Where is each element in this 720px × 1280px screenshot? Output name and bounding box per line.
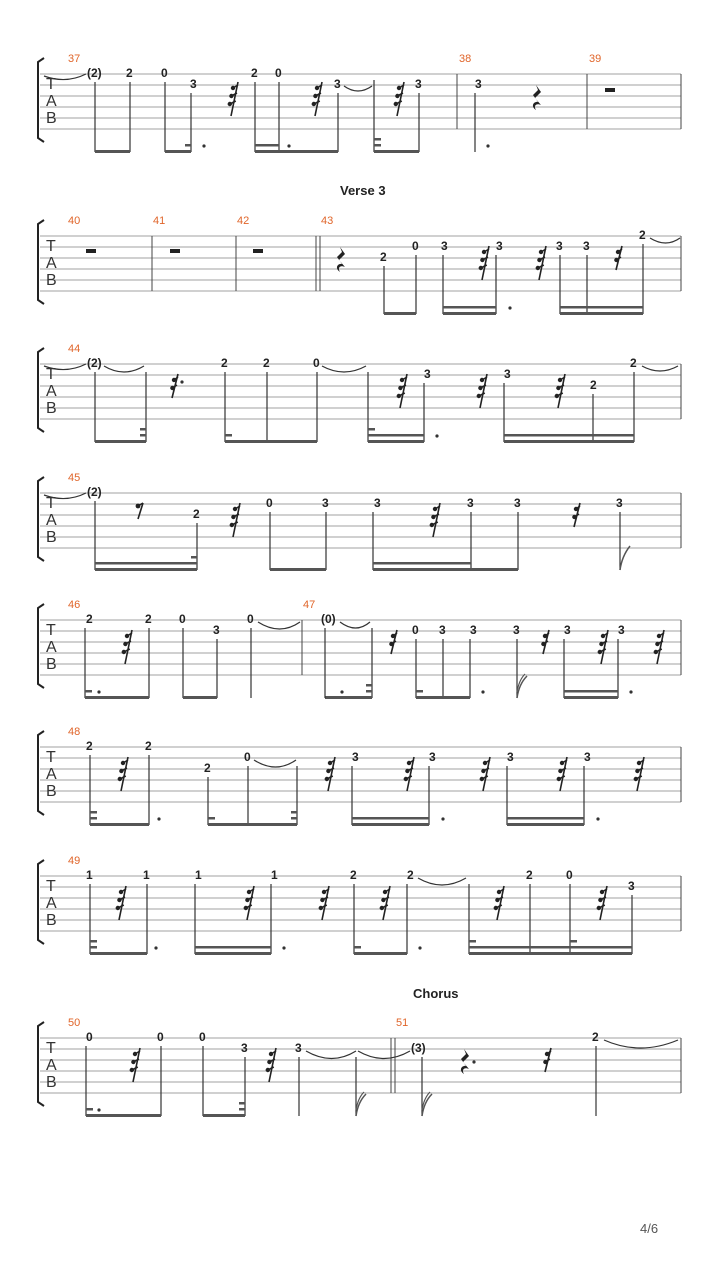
tab-clef-b: B: [46, 529, 57, 546]
bar-number: 50: [68, 1017, 81, 1029]
fret-number: 2: [590, 378, 597, 392]
fret-number: 0: [179, 612, 186, 626]
bar-number: 46: [68, 599, 81, 611]
fret-number: 1: [143, 868, 150, 882]
bar-number: 38: [459, 53, 472, 65]
fret-number: 3: [507, 750, 514, 764]
fret-number: (2): [87, 66, 102, 80]
barlines: [457, 74, 681, 129]
tab-system-2: [38, 215, 681, 315]
fret-number: 3: [628, 879, 635, 893]
staff-lines: [40, 364, 681, 419]
tab-clef-b: B: [46, 783, 57, 800]
fret-number: 3: [584, 750, 591, 764]
fret-number: (3): [411, 1041, 426, 1055]
staff-lines: [40, 620, 681, 675]
tab-system-6: [38, 726, 681, 826]
rest-32nd: [380, 886, 390, 920]
bar-number: 39: [589, 53, 602, 65]
tab-clef-a: A: [46, 766, 57, 783]
tab-clef-t: T: [46, 1040, 56, 1057]
rest-32nd: [228, 82, 238, 116]
bar-number: 41: [153, 215, 166, 227]
tab-clef-b: B: [46, 110, 57, 127]
fret-number: 3: [439, 623, 446, 637]
rest-32nd: [494, 886, 504, 920]
fret-number: 2: [630, 356, 637, 370]
fret-number: 3: [618, 623, 625, 637]
rest-32nd: [312, 82, 322, 116]
rest-quarter: [533, 85, 541, 110]
tab-clef-t: T: [46, 238, 56, 255]
fret-number: 2: [251, 66, 258, 80]
fret-number: 2: [221, 356, 228, 370]
fret-number: 0: [161, 66, 168, 80]
tab-clef-b: B: [46, 656, 57, 673]
fret-number: 3: [616, 496, 623, 510]
fret-number: 0: [412, 239, 419, 253]
tab-system-5: [38, 599, 681, 699]
section-label: Chorus: [413, 986, 459, 1001]
rest-quarter: [461, 1049, 469, 1074]
rest-half: [170, 249, 180, 253]
tab-clef-t: T: [46, 749, 56, 766]
tab-clef-b: B: [46, 912, 57, 929]
fret-number: 3: [295, 1041, 302, 1055]
fret-number: (2): [87, 485, 102, 499]
bar-number: 45: [68, 472, 81, 484]
fret-number: (2): [87, 356, 102, 370]
rest-32nd: [230, 503, 240, 537]
fret-number: 2: [263, 356, 270, 370]
fret-number: 0: [199, 1030, 206, 1044]
tab-system-8: [38, 1017, 681, 1117]
rest-32nd: [480, 757, 490, 791]
fret-number: 3: [564, 623, 571, 637]
tab-clef-t: T: [46, 495, 56, 512]
rest-32nd: [116, 886, 126, 920]
rest-32nd: [477, 374, 487, 408]
fret-number: 2: [86, 612, 93, 626]
fret-number: 2: [145, 612, 152, 626]
fret-number: 2: [145, 739, 152, 753]
rest-32nd: [479, 246, 489, 280]
fret-number: 3: [470, 623, 477, 637]
bar-number: 42: [237, 215, 250, 227]
dots: [202, 144, 489, 147]
fret-number: (0): [321, 612, 336, 626]
rest-half: [86, 249, 96, 253]
tab-clef-a: A: [46, 895, 57, 912]
tab-clef-a: A: [46, 255, 57, 272]
ties: [254, 760, 296, 767]
tab-clef-a: A: [46, 639, 57, 656]
stems-and-beams: [95, 501, 630, 571]
fret-number: 3: [556, 239, 563, 253]
dots: [97, 1060, 475, 1111]
tab-clef-a: A: [46, 1057, 57, 1074]
rest-32nd: [122, 630, 132, 664]
staff-lines: [40, 74, 681, 129]
staff-lines: [40, 493, 681, 548]
rest-32nd: [118, 757, 128, 791]
tab-clef-a: A: [46, 383, 57, 400]
fret-number: 2: [639, 228, 646, 242]
fret-number: 2: [407, 868, 414, 882]
fret-number: 3: [429, 750, 436, 764]
fret-number: 0: [157, 1030, 164, 1044]
ties: [258, 622, 370, 629]
tab-system-7: [38, 855, 681, 955]
fret-number: 0: [266, 496, 273, 510]
fret-number: 1: [195, 868, 202, 882]
fret-number: 3: [374, 496, 381, 510]
fret-number: 3: [322, 496, 329, 510]
rest-32nd: [555, 374, 565, 408]
fret-number: 3: [441, 239, 448, 253]
fret-number: 0: [412, 623, 419, 637]
tab-clef-b: B: [46, 272, 57, 289]
fret-number: 3: [504, 367, 511, 381]
ties: [44, 364, 678, 372]
fret-number: 2: [380, 250, 387, 264]
rest-32nd: [244, 886, 254, 920]
staff-lines: [40, 876, 681, 931]
dots: [508, 306, 511, 309]
tab-clef-a: A: [46, 93, 57, 110]
fret-number: 3: [513, 623, 520, 637]
bar-number: 40: [68, 215, 81, 227]
dots: [97, 690, 632, 693]
fret-number: 2: [204, 761, 211, 775]
rest-32nd: [557, 757, 567, 791]
fret-number: 3: [415, 77, 422, 91]
bar-number: 48: [68, 726, 81, 738]
fret-number: 1: [271, 868, 278, 882]
rest-half: [605, 88, 615, 92]
bar-number: 44: [68, 343, 81, 355]
tab-clef-t: T: [46, 878, 56, 895]
rest-half: [253, 249, 263, 253]
fret-number: 3: [467, 496, 474, 510]
tab-system-1: [38, 53, 681, 153]
rest-32nd: [266, 1048, 276, 1082]
fret-number: 0: [86, 1030, 93, 1044]
page-number: 4/6: [640, 1221, 659, 1236]
rest-32nd: [597, 886, 607, 920]
rest-quarter: [337, 247, 345, 272]
fret-number: 3: [334, 77, 341, 91]
fret-number: 3: [241, 1041, 248, 1055]
tab-clef-a: A: [46, 512, 57, 529]
fret-number: 3: [213, 623, 220, 637]
rest-32nd: [325, 757, 335, 791]
fret-number: 3: [352, 750, 359, 764]
tab-clef-t: T: [46, 366, 56, 383]
fret-number: 2: [526, 868, 533, 882]
bar-number: 47: [303, 599, 316, 611]
fret-number: 2: [350, 868, 357, 882]
fret-number: 3: [424, 367, 431, 381]
fret-number: 1: [86, 868, 93, 882]
fret-number: 0: [566, 868, 573, 882]
fret-number: 2: [126, 66, 133, 80]
rest-32nd: [598, 630, 608, 664]
fret-number: 0: [313, 356, 320, 370]
fret-number: 0: [247, 612, 254, 626]
fret-number: 2: [193, 507, 200, 521]
rest-32nd: [430, 503, 440, 537]
bar-number: 49: [68, 855, 81, 867]
tab-clef-t: T: [46, 622, 56, 639]
fret-number: 3: [190, 77, 197, 91]
rest-32nd: [394, 82, 404, 116]
tab-system-4: [38, 472, 681, 571]
bar-number: 37: [68, 53, 81, 65]
fret-number: 0: [275, 66, 282, 80]
ties: [650, 238, 680, 243]
fret-number: 3: [583, 239, 590, 253]
rest-32nd: [319, 886, 329, 920]
fret-number: 3: [475, 77, 482, 91]
fret-number: 3: [496, 239, 503, 253]
bar-number: 43: [321, 215, 334, 227]
rest-32nd: [654, 630, 664, 664]
rest-32nd: [397, 374, 407, 408]
rest-32nd: [634, 757, 644, 791]
fret-number: 0: [244, 750, 251, 764]
ties: [418, 878, 466, 885]
tab-clef-t: T: [46, 76, 56, 93]
barlines: [391, 1038, 681, 1093]
fret-number: 2: [86, 739, 93, 753]
bar-number: 51: [396, 1017, 409, 1029]
tab-system-3: [38, 343, 681, 443]
section-label: Verse 3: [340, 183, 386, 198]
fret-number: 2: [592, 1030, 599, 1044]
rest-32nd: [536, 246, 546, 280]
tab-clef-b: B: [46, 1074, 57, 1091]
tab-clef-b: B: [46, 400, 57, 417]
rest-8th: [136, 503, 143, 519]
rest-32nd: [130, 1048, 140, 1082]
fret-number: 3: [514, 496, 521, 510]
rest-32nd: [404, 757, 414, 791]
